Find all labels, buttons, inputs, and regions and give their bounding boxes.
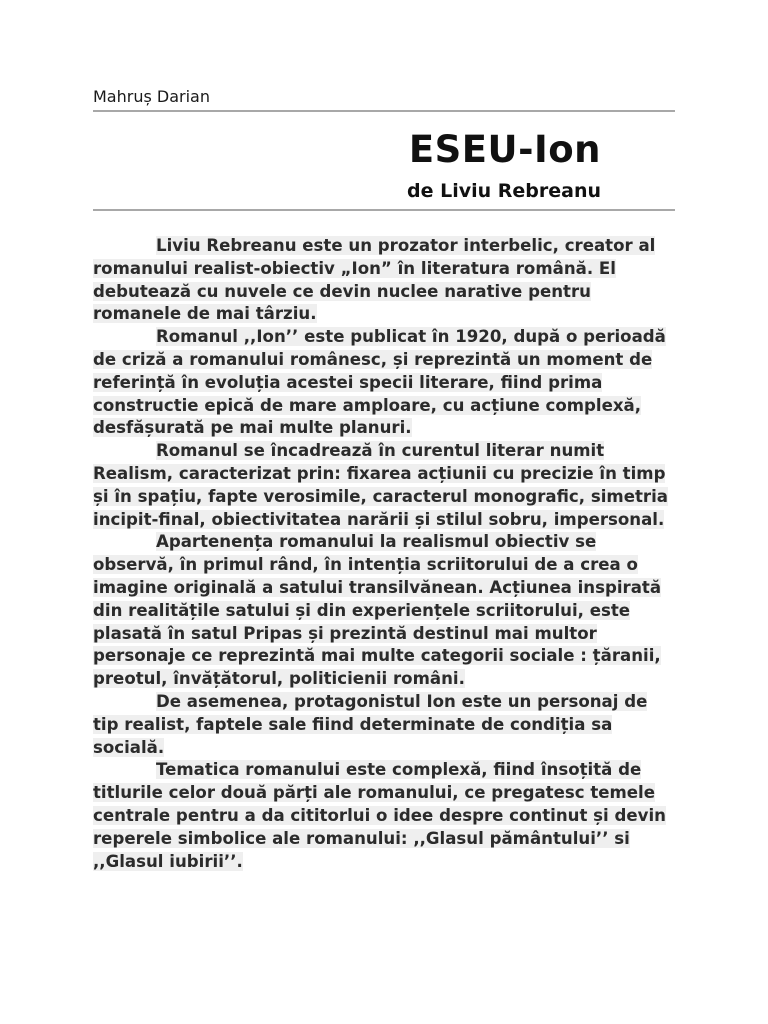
paragraph [93, 531, 675, 691]
paragraph-text: Apartenența romanului la realismul obiectiv se observă, în primul rând, în intenția scriitorului de a crea o imagine originală a satului transilvănean. Acțiunea inspirată din realitățile satului și din experiențele scriitorului, este plasată în satul Pripas și prezintă destinul mai multor personaje ce reprezintă mai multe categorii sociale : țăranii, preotul, învățătorul, politicienii români. [93, 532, 662, 689]
paragraph-text: Liviu Rebreanu este un prozator interbelic, creator al romanului realist-obiectiv „Ion” în literatura română. El debutează cu nuvele ce devin nuclee narative pentru romanele de mai târziu. [93, 236, 656, 324]
paragraph [93, 759, 675, 873]
paragraph-text: De asemenea, protagonistul Ion este un personaj de tip realist, faptele sale fiind determinate de condiția sa socială. [93, 691, 648, 757]
paragraph [93, 235, 675, 326]
title-block [93, 128, 675, 204]
document-title: ESEU-Ion [408, 128, 601, 171]
author-name: Mahruș Darian [93, 87, 210, 106]
paragraph-text: Romanul se încadrează în curentul literar numit Realism, caracterizat prin: fixarea acțiunii cu precizie în timp și în spațiu, fapte verosimile, caracterul monografic, simetria incipit-final, obiectivitatea narării și stilul sobru, impersonal. [93, 441, 668, 529]
paragraph [93, 440, 675, 531]
paragraph-text: Tematica romanului este complexă, fiind însoțită de titlurile celor două părți ale romanului, ce pregatesc temele centrale pentru a da cititorlui o idee despre continut și devin reperele simbolice ale romanului: ,,Glasul pământului’’ si ,,Glasul iubirii’’. [93, 760, 666, 871]
title-divider [93, 209, 675, 211]
paragraph [93, 691, 675, 759]
header-divider [93, 110, 675, 112]
paragraph-text: Romanul ,,Ion’’ este publicat în 1920, după o perioadă de criză a romanului românesc, și reprezintă un moment de referință în evoluția acestei specii literare, fiind prima constructie epică de mare amploare, cu acțiune complexă, desfășurată pe mai multe planuri. [93, 327, 666, 438]
paragraph [93, 326, 675, 440]
document-page [93, 86, 675, 873]
essay-body [93, 235, 675, 873]
document-subtitle: de Liviu Rebreanu [406, 180, 601, 202]
